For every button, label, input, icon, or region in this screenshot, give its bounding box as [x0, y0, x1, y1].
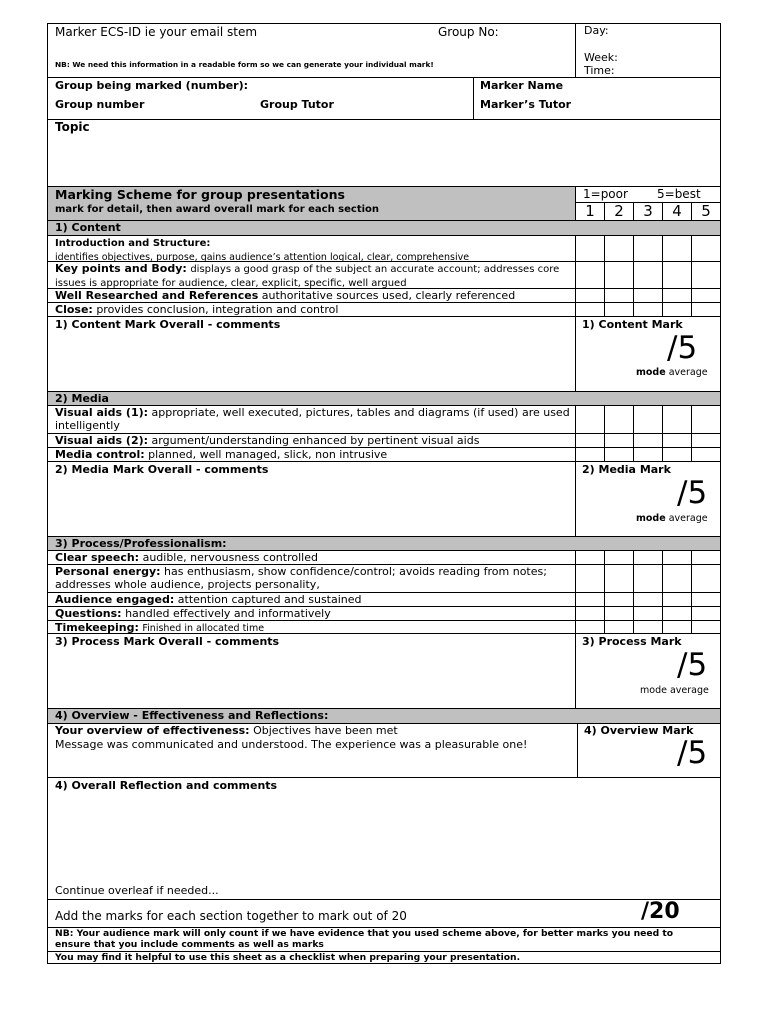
marker-id-label: Marker ECS-ID ie your email stem — [55, 25, 258, 39]
scale-best: 5=best — [657, 187, 701, 201]
header-note: NB: We need this information in a readable form so we can generate your individual mark! — [55, 60, 434, 69]
process-overall-label: 3) Process Mark Overall - comments — [55, 635, 280, 648]
process-mark-out-of: /5 — [677, 647, 708, 683]
process-criterion-speech: Clear speech: audible, nervousness controlled — [55, 551, 318, 564]
overview-effectiveness: Your overview of effectiveness: Objectives have been met — [55, 724, 398, 737]
content-mark-label: 1) Content Mark — [582, 318, 683, 331]
content-overall-label: 1) Content Mark Overall - comments — [55, 318, 281, 331]
group-marked-label: Group being marked (number): — [55, 79, 249, 92]
content-criterion-intro: Introduction and Structure: identifies objectives, purpose, gains audience’s attention logical, clear, comprehensive — [55, 238, 470, 263]
time-label: Time: — [584, 64, 615, 77]
content-criterion-key-points: Key points and Body: displays a good grasp of the subject an accurate account; addresses core issues is appropriate for audience, clear, explicit, specific, well argued — [55, 262, 560, 289]
footer-note: NB: Your audience mark will only count if we have evidence that you used scheme above, for better marks you need to ensure that you include comments as well as marks — [55, 928, 674, 950]
scale-5: 5 — [701, 202, 711, 220]
process-criterion-timekeeping: Timekeeping: Finished in allocated time — [55, 621, 265, 634]
process-mode-average: mode average — [640, 685, 709, 696]
markers-tutor-label: Marker’s Tutor — [480, 98, 572, 111]
media-mark-out-of: /5 — [677, 475, 708, 511]
group-number-label: Group number — [55, 98, 145, 111]
media-overall-label: 2) Media Mark Overall - comments — [55, 463, 269, 476]
scale-2: 2 — [614, 202, 624, 220]
week-label: Week: — [584, 51, 618, 64]
media-criterion-visual-aids-2: Visual aids (2): argument/understanding enhanced by pertinent visual aids — [55, 434, 480, 447]
scheme-subtitle: mark for detail, then award overall mark for each section — [55, 204, 380, 215]
group-tutor-label: Group Tutor — [260, 98, 334, 111]
reflection-label: 4) Overall Reflection and comments — [55, 779, 278, 792]
content-mark-out-of: /5 — [667, 330, 698, 366]
add-marks-label: Add the marks for each section together to mark out of 20 — [55, 909, 407, 923]
overview-mark-out-of: /5 — [677, 735, 708, 771]
scale-poor: 1=poor — [583, 187, 628, 201]
process-criterion-questions: Questions: handled effectively and informatively — [55, 607, 331, 620]
checklist-note: You may find it helpful to use this sheet as a checklist when preparing your presentation. — [55, 952, 521, 963]
process-criterion-audience: Audience engaged: attention captured and sustained — [55, 593, 362, 606]
process-heading: 3) Process/Professionalism: — [55, 537, 227, 550]
content-mode-average: mode average — [636, 367, 708, 378]
scale-1: 1 — [585, 202, 595, 220]
content-criterion-close: Close: provides conclusion, integration and control — [55, 303, 339, 316]
process-mark-label: 3) Process Mark — [582, 635, 682, 648]
process-criterion-energy: Personal energy: has enthusiasm, show confidence/control; avoids reading from notes; addresses whole audience, projects personality, — [55, 565, 547, 591]
overview-mark-label: 4) Overview Mark — [584, 724, 694, 737]
media-mark-label: 2) Media Mark — [582, 463, 671, 476]
topic-label: Topic — [55, 120, 90, 134]
media-criterion-control: Media control: planned, well managed, slick, non intrusive — [55, 448, 388, 461]
media-mode-average: mode average — [636, 513, 708, 524]
total-out-of: /20 — [641, 899, 680, 924]
overview-heading: 4) Overview - Effectiveness and Reflections: — [55, 709, 329, 722]
overview-effectiveness-line2: Message was communicated and understood. The experience was a pleasurable one! — [55, 738, 528, 751]
media-criterion-visual-aids-1: Visual aids (1): appropriate, well executed, pictures, tables and diagrams (if used) are used intelligently — [55, 406, 570, 432]
day-label: Day: — [584, 24, 609, 37]
marker-name-label: Marker Name — [480, 79, 564, 92]
scale-3: 3 — [643, 202, 653, 220]
group-no-label: Group No: — [438, 25, 499, 39]
content-criterion-research: Well Researched and References authoritative sources used, clearly referenced — [55, 289, 516, 302]
scheme-title: Marking Scheme for group presentations — [55, 187, 345, 202]
media-heading: 2) Media — [55, 392, 109, 405]
scale-4: 4 — [672, 202, 682, 220]
content-heading: 1) Content — [55, 221, 121, 234]
continue-overleaf: Continue overleaf if needed... — [55, 884, 219, 897]
